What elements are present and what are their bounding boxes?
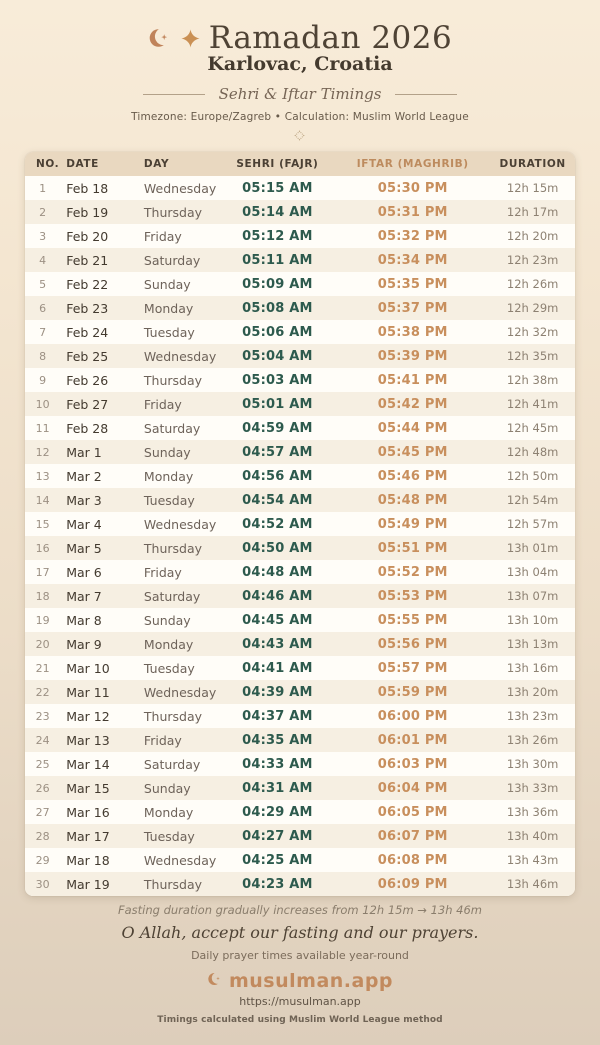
table-row (25, 368, 575, 392)
table-row (25, 800, 575, 824)
cell-sehri: 04:33 AM (220, 752, 336, 776)
cell-iftar: 05:39 PM (335, 344, 490, 368)
cell-duration: 13h 43m (490, 848, 575, 872)
cell-date: Feb 20 (60, 224, 140, 248)
cell-day: Friday (140, 392, 220, 416)
cell-day: Friday (140, 560, 220, 584)
column-header-day: DAY (140, 152, 220, 176)
cell-sehri: 05:14 AM (220, 200, 336, 224)
cell-no: 9 (25, 368, 60, 392)
table-row (25, 728, 575, 752)
cell-date: Mar 13 (60, 728, 140, 752)
table-row (25, 296, 575, 320)
cell-no: 24 (25, 728, 60, 752)
cell-no: 5 (25, 272, 60, 296)
cell-iftar: 05:57 PM (335, 656, 490, 680)
cell-no: 14 (25, 488, 60, 512)
cell-iftar: 05:38 PM (335, 320, 490, 344)
cell-no: 11 (25, 416, 60, 440)
cell-iftar: 05:52 PM (335, 560, 490, 584)
cell-sehri: 05:11 AM (220, 248, 336, 272)
cell-date: Mar 11 (60, 680, 140, 704)
cell-duration: 12h 23m (490, 248, 575, 272)
cell-iftar: 05:55 PM (335, 608, 490, 632)
cell-sehri: 04:48 AM (220, 560, 336, 584)
cell-no: 13 (25, 464, 60, 488)
column-header-duration: DURATION (490, 152, 575, 176)
cell-date: Feb 26 (60, 368, 140, 392)
column-header-iftar: IFTAR (MAGHRIB) (335, 152, 490, 176)
cell-duration: 13h 40m (490, 824, 575, 848)
cell-sehri: 05:09 AM (220, 272, 336, 296)
cell-sehri: 04:35 AM (220, 728, 336, 752)
cell-no: 19 (25, 608, 60, 632)
cell-duration: 13h 30m (490, 752, 575, 776)
cell-date: Mar 5 (60, 536, 140, 560)
cell-iftar: 05:35 PM (335, 272, 490, 296)
cell-no: 1 (25, 176, 60, 200)
cell-iftar: 05:37 PM (335, 296, 490, 320)
cell-sehri: 05:03 AM (220, 368, 336, 392)
calculation-method-note: Timings calculated using Muslim World League method (157, 1015, 443, 1025)
cell-date: Mar 4 (60, 512, 140, 536)
cell-date: Feb 21 (60, 248, 140, 272)
cell-iftar: 05:44 PM (335, 416, 490, 440)
cell-duration: 12h 57m (490, 512, 575, 536)
cell-date: Mar 2 (60, 464, 140, 488)
column-header-date: DATE (60, 152, 140, 176)
brand-url: https://musulman.app (239, 995, 361, 1008)
diamond-ornament-icon (295, 131, 305, 141)
brand-name: musulman.app (228, 970, 394, 992)
table-row (25, 392, 575, 416)
cell-date: Mar 19 (60, 872, 140, 896)
cell-sehri: 04:23 AM (220, 872, 336, 896)
cell-day: Monday (140, 464, 220, 488)
cell-duration: 12h 38m (490, 368, 575, 392)
cell-day: Wednesday (140, 176, 220, 200)
divider-line-right (395, 94, 457, 95)
cell-no: 2 (25, 200, 60, 224)
cell-duration: 13h 33m (490, 776, 575, 800)
page-subtitle: Sehri & Iftar Timings (218, 85, 382, 103)
cell-sehri: 04:57 AM (220, 440, 336, 464)
cell-date: Mar 8 (60, 608, 140, 632)
cell-day: Tuesday (140, 320, 220, 344)
title-row (131, 20, 469, 56)
cell-duration: 12h 15m (490, 176, 575, 200)
cell-no: 20 (25, 632, 60, 656)
table-row (25, 440, 575, 464)
cell-sehri: 04:43 AM (220, 632, 336, 656)
table-row (25, 824, 575, 848)
cell-iftar: 06:07 PM (335, 824, 490, 848)
cell-day: Friday (140, 728, 220, 752)
cell-no: 6 (25, 296, 60, 320)
cell-sehri: 05:15 AM (220, 176, 336, 200)
cell-day: Thursday (140, 368, 220, 392)
cell-iftar: 05:48 PM (335, 488, 490, 512)
cell-duration: 13h 01m (490, 536, 575, 560)
cell-sehri: 04:31 AM (220, 776, 336, 800)
cell-no: 21 (25, 656, 60, 680)
cell-iftar: 05:56 PM (335, 632, 490, 656)
cell-no: 4 (25, 248, 60, 272)
cell-iftar: 06:08 PM (335, 848, 490, 872)
table-row (25, 416, 575, 440)
cell-duration: 13h 23m (490, 704, 575, 728)
cell-date: Mar 1 (60, 440, 140, 464)
cell-no: 17 (25, 560, 60, 584)
cell-duration: 12h 20m (490, 224, 575, 248)
cell-no: 23 (25, 704, 60, 728)
cell-duration: 12h 54m (490, 488, 575, 512)
cell-sehri: 04:29 AM (220, 800, 336, 824)
cell-no: 8 (25, 344, 60, 368)
cell-duration: 13h 36m (490, 800, 575, 824)
cell-day: Friday (140, 224, 220, 248)
cell-sehri: 05:04 AM (220, 344, 336, 368)
cell-no: 28 (25, 824, 60, 848)
cell-sehri: 04:59 AM (220, 416, 336, 440)
cell-day: Sunday (140, 776, 220, 800)
cell-date: Feb 24 (60, 320, 140, 344)
dua-quote: O Allah, accept our fasting and our prayers. (121, 923, 479, 942)
cell-day: Monday (140, 296, 220, 320)
cell-date: Feb 27 (60, 392, 140, 416)
cell-iftar: 05:34 PM (335, 248, 490, 272)
cell-day: Sunday (140, 440, 220, 464)
table-head (25, 152, 575, 176)
table-row (25, 200, 575, 224)
table-row (25, 848, 575, 872)
table-row (25, 344, 575, 368)
cell-sehri: 05:01 AM (220, 392, 336, 416)
table-row (25, 560, 575, 584)
cell-day: Saturday (140, 584, 220, 608)
table-row (25, 632, 575, 656)
cell-iftar: 06:04 PM (335, 776, 490, 800)
table-row (25, 584, 575, 608)
cell-day: Saturday (140, 248, 220, 272)
cell-iftar: 05:46 PM (335, 464, 490, 488)
cell-duration: 12h 50m (490, 464, 575, 488)
cell-duration: 12h 45m (490, 416, 575, 440)
timings-table-card (25, 152, 575, 896)
table-row (25, 704, 575, 728)
cell-date: Mar 15 (60, 776, 140, 800)
cell-duration: 12h 17m (490, 200, 575, 224)
cell-no: 29 (25, 848, 60, 872)
cell-no: 30 (25, 872, 60, 896)
cell-sehri: 05:12 AM (220, 224, 336, 248)
cell-date: Mar 14 (60, 752, 140, 776)
column-header-sehri: SEHRI (FAJR) (220, 152, 336, 176)
cell-no: 26 (25, 776, 60, 800)
cell-duration: 12h 41m (490, 392, 575, 416)
cell-date: Feb 19 (60, 200, 140, 224)
cell-sehri: 04:41 AM (220, 656, 336, 680)
cell-date: Mar 18 (60, 848, 140, 872)
cell-day: Tuesday (140, 824, 220, 848)
cell-iftar: 05:42 PM (335, 392, 490, 416)
cell-sehri: 04:25 AM (220, 848, 336, 872)
cell-no: 10 (25, 392, 60, 416)
table-row (25, 224, 575, 248)
cell-day: Tuesday (140, 656, 220, 680)
cell-iftar: 05:53 PM (335, 584, 490, 608)
cell-day: Monday (140, 632, 220, 656)
cell-date: Mar 17 (60, 824, 140, 848)
cell-day: Sunday (140, 272, 220, 296)
cell-iftar: 05:51 PM (335, 536, 490, 560)
cell-sehri: 04:50 AM (220, 536, 336, 560)
report-header (131, 0, 469, 139)
cell-sehri: 05:08 AM (220, 296, 336, 320)
cell-sehri: 04:54 AM (220, 488, 336, 512)
cell-no: 3 (25, 224, 60, 248)
cell-date: Feb 18 (60, 176, 140, 200)
cell-no: 16 (25, 536, 60, 560)
cell-duration: 13h 46m (490, 872, 575, 896)
table-row (25, 272, 575, 296)
cell-iftar: 06:09 PM (335, 872, 490, 896)
four-point-star-icon (181, 29, 200, 48)
cell-day: Wednesday (140, 344, 220, 368)
cell-day: Thursday (140, 536, 220, 560)
cell-sehri: 05:06 AM (220, 320, 336, 344)
cell-date: Feb 23 (60, 296, 140, 320)
cell-iftar: 06:03 PM (335, 752, 490, 776)
brand-crescent-icon (207, 971, 223, 991)
table-row (25, 872, 575, 896)
column-header-no: NO. (25, 152, 60, 176)
cell-no: 18 (25, 584, 60, 608)
table-row (25, 488, 575, 512)
cell-date: Feb 25 (60, 344, 140, 368)
cell-date: Mar 10 (60, 656, 140, 680)
cell-date: Feb 28 (60, 416, 140, 440)
cell-day: Wednesday (140, 848, 220, 872)
cell-sehri: 04:27 AM (220, 824, 336, 848)
cell-iftar: 05:45 PM (335, 440, 490, 464)
cell-date: Mar 6 (60, 560, 140, 584)
timings-table (25, 152, 575, 896)
table-row (25, 680, 575, 704)
table-row (25, 176, 575, 200)
duration-note: Fasting duration gradually increases from 12h 15m → 13h 46m (117, 903, 483, 917)
table-row (25, 656, 575, 680)
cell-day: Saturday (140, 416, 220, 440)
cell-no: 12 (25, 440, 60, 464)
cell-sehri: 04:37 AM (220, 704, 336, 728)
page-title: Ramadan 2026 (208, 20, 453, 56)
cell-date: Mar 7 (60, 584, 140, 608)
cell-day: Thursday (140, 872, 220, 896)
cell-iftar: 05:49 PM (335, 512, 490, 536)
cell-duration: 13h 26m (490, 728, 575, 752)
cell-day: Monday (140, 800, 220, 824)
cell-sehri: 04:56 AM (220, 464, 336, 488)
cell-duration: 12h 48m (490, 440, 575, 464)
table-row (25, 464, 575, 488)
cell-duration: 13h 04m (490, 560, 575, 584)
table-row (25, 512, 575, 536)
table-row (25, 776, 575, 800)
table-row (25, 752, 575, 776)
divider-line-left (143, 94, 205, 95)
table-row (25, 608, 575, 632)
cell-no: 7 (25, 320, 60, 344)
cell-sehri: 04:46 AM (220, 584, 336, 608)
header-row (25, 152, 575, 176)
cell-date: Feb 22 (60, 272, 140, 296)
cell-day: Wednesday (140, 512, 220, 536)
cell-day: Sunday (140, 608, 220, 632)
brand-row (118, 970, 482, 992)
cell-no: 27 (25, 800, 60, 824)
table-body (25, 176, 575, 896)
cell-no: 15 (25, 512, 60, 536)
cell-date: Mar 16 (60, 800, 140, 824)
cell-date: Mar 3 (60, 488, 140, 512)
cell-duration: 12h 35m (490, 344, 575, 368)
cell-duration: 12h 29m (490, 296, 575, 320)
cell-iftar: 05:41 PM (335, 368, 490, 392)
cell-iftar: 05:32 PM (335, 224, 490, 248)
table-row (25, 320, 575, 344)
cell-iftar: 05:31 PM (335, 200, 490, 224)
cell-sehri: 04:45 AM (220, 608, 336, 632)
cell-day: Thursday (140, 200, 220, 224)
subtitle-row (131, 85, 469, 103)
location-title: Karlovac, Croatia (207, 53, 393, 75)
cell-day: Thursday (140, 704, 220, 728)
timezone-calculation-meta: Timezone: Europe/Zagreb • Calculation: Muslim World League (131, 111, 469, 123)
cell-iftar: 06:05 PM (335, 800, 490, 824)
cell-iftar: 06:00 PM (335, 704, 490, 728)
cell-no: 25 (25, 752, 60, 776)
cell-sehri: 04:39 AM (220, 680, 336, 704)
table-row (25, 248, 575, 272)
cell-day: Saturday (140, 752, 220, 776)
table-row (25, 536, 575, 560)
cell-duration: 13h 20m (490, 680, 575, 704)
cell-no: 22 (25, 680, 60, 704)
report-footer (118, 903, 482, 1025)
cell-sehri: 04:52 AM (220, 512, 336, 536)
cell-date: Mar 9 (60, 632, 140, 656)
cell-duration: 12h 32m (490, 320, 575, 344)
tagline: Daily prayer times available year-round (191, 949, 409, 962)
cell-day: Wednesday (140, 680, 220, 704)
cell-duration: 13h 13m (490, 632, 575, 656)
cell-day: Tuesday (140, 488, 220, 512)
cell-iftar: 06:01 PM (335, 728, 490, 752)
cell-iftar: 05:30 PM (335, 176, 490, 200)
cell-duration: 13h 16m (490, 656, 575, 680)
cell-duration: 13h 10m (490, 608, 575, 632)
crescent-moon-star-icon (148, 26, 172, 50)
cell-date: Mar 12 (60, 704, 140, 728)
cell-duration: 13h 07m (490, 584, 575, 608)
cell-iftar: 05:59 PM (335, 680, 490, 704)
cell-duration: 12h 26m (490, 272, 575, 296)
